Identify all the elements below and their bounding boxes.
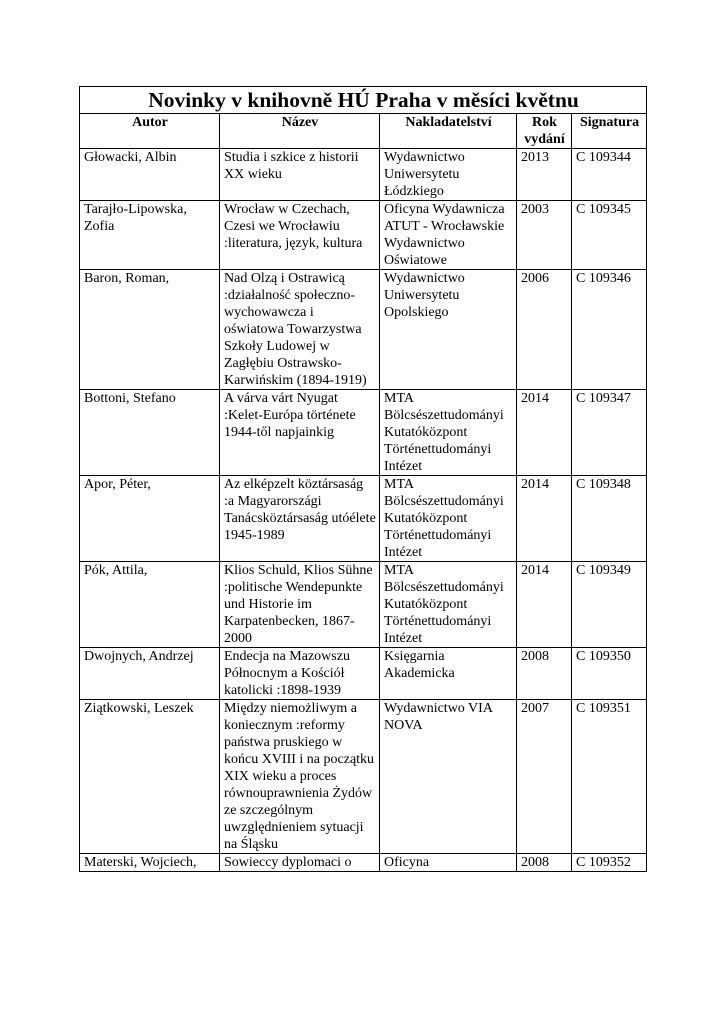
table-row [80, 270, 647, 390]
cell-year: 2007 [517, 700, 572, 854]
cell-publisher: MTA Bölcsészettudományi Kutatóközpont Történettudományi Intézet [380, 562, 517, 648]
cell-publisher: Księgarnia Akademicka [380, 648, 517, 700]
cell-signature: C 109346 [572, 270, 647, 390]
table-row [80, 149, 647, 201]
cell-name: A várva várt Nyugat :Kelet-Európa története 1944-től napjainkig [220, 390, 380, 476]
cell-publisher: MTA Bölcsészettudományi Kutatóközpont Történettudományi Intézet [380, 476, 517, 562]
cell-publisher: Wydawnictwo Uniwersytetu Łódzkiego [380, 149, 517, 201]
column-header-year-line1: Rok [532, 115, 557, 130]
cell-author: Baron, Roman, [80, 270, 220, 390]
cell-signature: C 109350 [572, 648, 647, 700]
table-row [80, 854, 647, 872]
table-row [80, 700, 647, 854]
cell-signature: C 109347 [572, 390, 647, 476]
cell-publisher: Wydawnictwo VIA NOVA [380, 700, 517, 854]
cell-year: 2014 [517, 476, 572, 562]
cell-signature: C 109351 [572, 700, 647, 854]
cell-name: Sowieccy dyplomaci o [220, 854, 380, 872]
column-header-year-line2: vydání [524, 132, 565, 147]
table-row [80, 390, 647, 476]
cell-signature: C 109352 [572, 854, 647, 872]
cell-signature: C 109349 [572, 562, 647, 648]
column-header-author: Autor [80, 114, 220, 149]
cell-name: Klios Schuld, Klios Sühne :politische Wendepunkte und Historie im Karpatenbecken, 1867-2000 [220, 562, 380, 648]
cell-name: Endecja na Mazowszu Północnym a Kościół katolicki :1898-1939 [220, 648, 380, 700]
table-row [80, 476, 647, 562]
table-row [80, 201, 647, 270]
cell-author: Dwojnych, Andrzej [80, 648, 220, 700]
cell-year: 2008 [517, 648, 572, 700]
cell-author: Tarajło-Lipowska, Zofia [80, 201, 220, 270]
header-row [80, 114, 647, 149]
cell-year: 2006 [517, 270, 572, 390]
cell-signature: C 109348 [572, 476, 647, 562]
cell-signature: C 109344 [572, 149, 647, 201]
cell-signature: C 109345 [572, 201, 647, 270]
column-header-year [517, 114, 572, 149]
table-row [80, 648, 647, 700]
cell-year: 2003 [517, 201, 572, 270]
cell-publisher: Oficyna [380, 854, 517, 872]
column-header-signature: Signatura [572, 114, 647, 149]
cell-year: 2014 [517, 390, 572, 476]
cell-name: Wrocław w Czechach, Czesi we Wrocławiu :literatura, język, kultura [220, 201, 380, 270]
table-row [80, 562, 647, 648]
cell-name: Studia i szkice z historii XX wieku [220, 149, 380, 201]
column-header-publisher: Nakladatelství [380, 114, 517, 149]
cell-author: Pók, Attila, [80, 562, 220, 648]
cell-publisher: Oficyna Wydawnicza ATUT - Wrocławskie Wydawnictwo Oświatowe [380, 201, 517, 270]
cell-name: Az elképzelt köztársaság :a Magyarországi Tanácsköztársaság utóélete 1945-1989 [220, 476, 380, 562]
cell-author: Apor, Péter, [80, 476, 220, 562]
cell-name: Nad Olzą i Ostrawicą :działalność społeczno-wychowawcza i oświatowa Towarzystwa Szkoły Ludowej w Zagłębiu Ostrawsko-Karwińskim (1894-1919) [220, 270, 380, 390]
cell-publisher: MTA Bölcsészettudományi Kutatóközpont Történettudományi Intézet [380, 390, 517, 476]
cell-author: Bottoni, Stefano [80, 390, 220, 476]
cell-publisher: Wydawnictwo Uniwersytetu Opolskiego [380, 270, 517, 390]
cell-name: Między niemożliwym a koniecznym :reformy państwa pruskiego w końcu XVIII i na początku XIX wieku a proces równouprawnienia Żydów ze szczególnym uwzględnieniem sytuacji na Śląsku [220, 700, 380, 854]
cell-year: 2008 [517, 854, 572, 872]
title-row [80, 87, 647, 114]
cell-year: 2014 [517, 562, 572, 648]
page-title: Novinky v knihovně HÚ Praha v měsíci květnu [80, 87, 647, 114]
column-header-name: Název [220, 114, 380, 149]
cell-year: 2013 [517, 149, 572, 201]
cell-author: Głowacki, Albin [80, 149, 220, 201]
cell-author: Ziątkowski, Leszek [80, 700, 220, 854]
cell-author: Materski, Wojciech, [80, 854, 220, 872]
acquisitions-table [79, 86, 647, 872]
